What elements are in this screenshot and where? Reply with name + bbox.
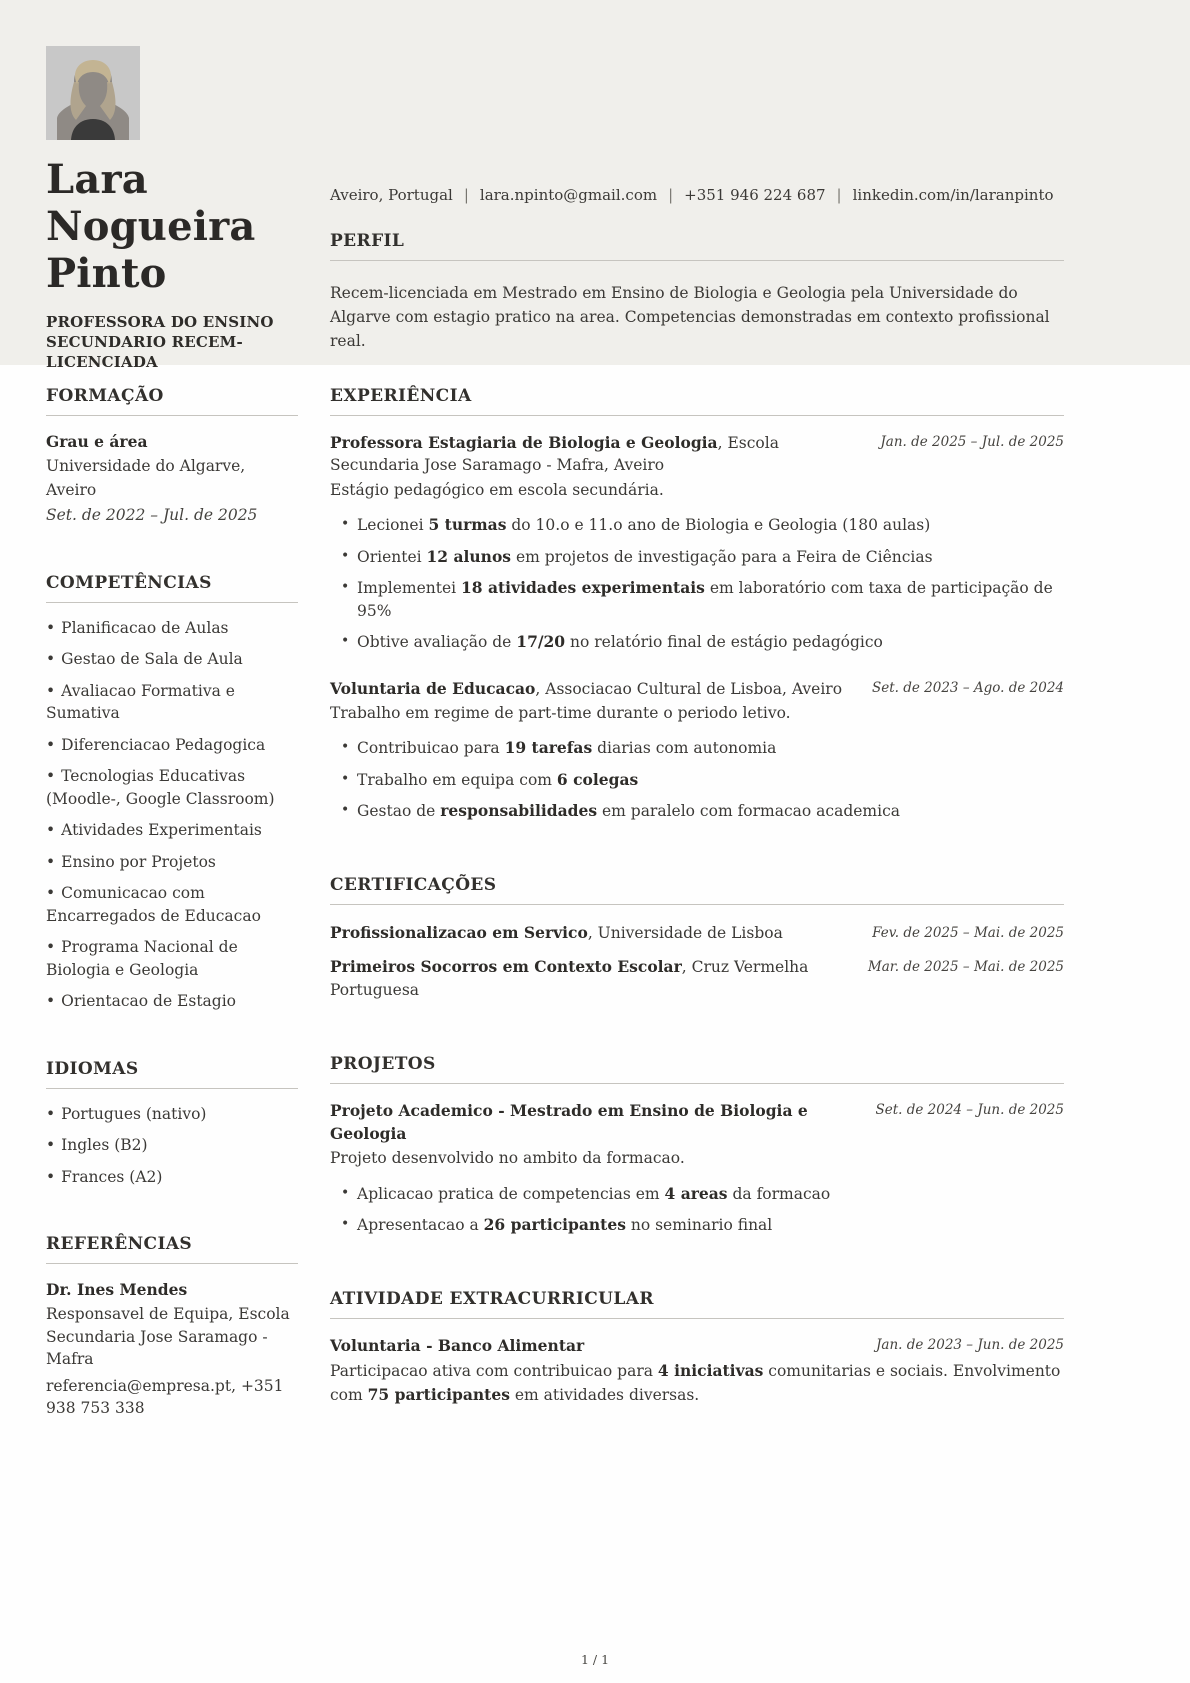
bullet-icon: • [341,579,350,596]
certificacoes-heading: CERTIFICAÇÕES [330,875,1064,905]
text-run: em atividades diversas. [509,1386,700,1405]
job-organization: , Associacao Cultural de Lisboa, Aveiro [535,679,843,698]
bullet-icon: • [46,767,56,786]
bullet-item [330,800,1064,822]
skill-item-label: Gestao de Sala de Aula [61,650,243,669]
bullet-icon: • [46,735,56,754]
bullet-icon: • [341,516,350,533]
atividade-heading: ATIVIDADE EXTRACURRICULAR [330,1289,1064,1319]
languages-list [46,1103,298,1188]
certification-title: Primeiros Socorros em Contexto Escolar [330,956,682,976]
job-titleline [330,678,872,700]
text-run: Orientei [357,547,427,566]
text-run: do 10.o e 11.o ano de Biologia e Geologia (180 aulas) [506,516,931,535]
bullet-icon: • [46,619,56,637]
highlight-metric: 6 colegas [556,769,639,789]
language-item [46,1166,298,1188]
bullet-icon: • [46,1104,56,1123]
contact-separator: | [668,186,674,204]
highlight-metric: 12 alunos [426,546,512,566]
activity-head [330,1335,1064,1357]
project-head [330,1100,1064,1145]
skill-item [46,819,298,841]
skill-item-label: Programa Nacional de Biologia e Geologia [46,938,238,979]
job [330,678,1064,823]
language-item [46,1134,298,1156]
certification-entries [330,921,1064,1003]
highlight-metric: 19 tarefas [504,738,593,758]
certification-row [330,921,1064,945]
certification-titleline [330,955,868,1003]
certification-titleline [330,921,872,945]
formacao-heading: FORMAÇÃO [46,386,298,416]
language-item [46,1103,298,1125]
text-run: comunitarias e sociais. Envolvimento com [330,1362,1061,1405]
skill-item-label: Comunicacao com Encarregados de Educacao [46,884,261,925]
text-run: em projetos de investigação para a Feira de Ciências [511,547,933,566]
projetos-heading: PROJETOS [330,1054,1064,1084]
header-summary-area [314,46,1064,365]
section-formacao [46,386,298,527]
candidate-headline: PROFESSORA DO ENSINO SECUNDARIO RECEM-LICENCIADA [46,312,274,372]
text-run: diarias com autonomia [592,739,777,758]
bullet-icon: • [341,1184,350,1201]
certification-dates: Mar. de 2025 – Mai. de 2025 [867,958,1064,975]
skill-item-label: Diferenciacao Pedagogica [61,735,266,754]
project-summary: Projeto desenvolvido no ambito da formacao. [330,1149,685,1168]
highlight-metric: 4 areas [664,1183,728,1203]
language-item-label: Portugues (nativo) [61,1104,207,1123]
text-run: Trabalho em equipa com [357,770,557,789]
bullet-icon: • [341,770,350,787]
activity-titleline [330,1335,876,1357]
contact-location: Aveiro, Portugal [330,186,453,204]
bullet-icon: • [341,739,350,756]
bullet-icon: • [341,1216,350,1233]
text-run: da formacao [727,1184,831,1203]
job-bullets [330,514,1064,653]
highlight-metric: 26 participantes [483,1215,626,1235]
portrait-silhouette-icon [46,46,140,140]
candidate-name: Lara Nogueira Pinto [46,156,256,298]
job-title: Professora Estagiaria de Biologia e Geologia [330,433,718,452]
certification-issuer: , Universidade de Lisboa [587,923,783,942]
contact-email[interactable]: lara.npinto@gmail.com [479,186,658,204]
project [330,1100,1064,1236]
skills-list [46,617,298,1013]
activity-description [330,1359,1064,1408]
job-summary: Estágio pedagógico em escola secundária. [330,480,664,499]
main-body [0,365,1190,1420]
section-projetos [330,1054,1064,1236]
referencias-heading: REFERÊNCIAS [46,1234,298,1264]
bullet-item [330,546,1064,568]
certification-row [330,955,1064,1003]
reference-role: Responsavel de Equipa, Escola Secundaria Jose Saramago - Mafra [46,1305,290,1369]
section-idiomas [46,1059,298,1188]
text-run: Implementei [357,579,462,598]
idiomas-heading: IDIOMAS [46,1059,298,1089]
degree-name: Grau e área [46,432,148,451]
skill-item-label: Atividades Experimentais [61,821,262,840]
text-run: Contribuicao para [357,739,505,758]
text-run: no relatório final de estágio pedagógico [565,633,883,652]
project-title: Projeto Academico - Mestrado em Ensino de Biologia e Geologia [330,1101,808,1143]
contact-line [330,186,1064,204]
skill-item-label: Ensino por Projetos [61,852,216,871]
section-certificacoes [330,875,1064,1003]
bullet-item [330,769,1064,791]
bullet-icon: • [46,992,56,1011]
skill-item [46,851,298,873]
bullet-item [330,514,1064,536]
skill-item-label: Orientacao de Estagio [61,992,237,1011]
skill-item [46,734,298,756]
text-run: Gestao de [357,802,441,821]
section-referencias [46,1234,298,1420]
job-head [330,432,1064,477]
skill-item-label: Tecnologias Educativas (Moodle-, Google Classroom) [46,767,275,808]
bullet-icon: • [341,633,350,650]
job-dates: Jan. de 2025 – Jul. de 2025 [880,434,1064,450]
bullet-icon: • [46,650,56,669]
text-run: em laboratório com taxa de participação de 95% [357,579,1053,620]
bullet-item [330,737,1064,759]
contact-linkedin[interactable]: linkedin.com/in/laranpinto [852,186,1054,204]
contact-phone: +351 946 224 687 [684,186,826,204]
certification-title: Profissionalizacao em Servico [330,922,588,942]
highlight-metric: 18 atividades experimentais [461,578,705,598]
job-dates: Set. de 2023 – Ago. de 2024 [872,679,1064,696]
section-perfil [330,231,1064,353]
header-identity [46,46,314,372]
degree-dates: Set. de 2022 – Jul. de 2025 [46,505,258,524]
job-organization: , Escola Secundaria Jose Saramago - Mafra, Aveiro [330,434,779,475]
skill-item [46,936,298,981]
bullet-item [330,1183,1064,1205]
reference-contact: referencia@empresa.pt, +351 938 753 338 [46,1376,284,1418]
bullet-icon: • [341,802,350,819]
contact-separator: | [463,186,469,204]
profile-photo [46,46,140,140]
page-number: 1 / 1 [580,1652,610,1667]
text-run: Apresentacao a [357,1216,484,1235]
bullet-item [330,577,1064,622]
bullet-icon: • [46,852,56,871]
highlight-metric: 5 turmas [428,515,507,535]
section-atividade [330,1289,1064,1408]
skill-item [46,990,298,1012]
header [0,0,1190,372]
section-experiencia [330,386,1064,823]
project-bullets [330,1183,1064,1237]
perfil-heading: PERFIL [330,231,1064,261]
job-titleline [330,432,880,477]
skill-item [46,648,298,670]
project-entries [330,1100,1064,1236]
left-column [46,386,298,1420]
skill-item [46,617,298,639]
bullet-icon: • [46,1136,56,1155]
text-run: Aplicacao pratica de competencias em [357,1184,665,1203]
text-run: Obtive avaliação de [357,633,517,652]
reference-name: Dr. Ines Mendes [46,1279,188,1299]
text-run: no seminario final [625,1216,773,1235]
language-item-label: Ingles (B2) [61,1136,148,1155]
activity [330,1335,1064,1408]
job-head [330,678,1064,700]
section-competencias [46,573,298,1013]
job [330,432,1064,654]
bullet-icon: • [46,681,56,700]
bullet-icon: • [341,547,350,564]
certification-issuer: , Cruz Vermelha Portuguesa [330,957,809,1000]
right-column [298,386,1064,1420]
skill-item-label: Avaliacao Formativa e Sumativa [46,681,235,723]
degree-institution: Universidade do Algarve, Aveiro [46,457,246,499]
experiencia-heading: EXPERIÊNCIA [330,386,1064,416]
perfil-text: Recem-licenciada em Mestrado em Ensino de Biologia e Geologia pela Universidade do Algarve com estagio pratico na area. Competencias demonstradas em contexto profissional real. [330,284,1050,351]
certification-dates: Fev. de 2025 – Mai. de 2025 [872,924,1064,941]
text-run: Participacao ativa com contribuicao para [330,1362,658,1380]
activity-entries [330,1335,1064,1408]
bullet-icon: • [46,884,56,903]
bullet-icon: • [46,1167,56,1186]
highlight-metric: 75 participantes [367,1385,510,1405]
skill-item [46,765,298,810]
skill-item [46,882,298,927]
project-titleline [330,1100,875,1145]
highlight-metric: 4 iniciativas [657,1361,764,1380]
highlight-metric: responsabilidades [440,801,598,821]
activity-title: Voluntaria - Banco Alimentar [330,1335,585,1355]
activity-dates: Jan. de 2023 – Jun. de 2025 [875,1336,1064,1353]
bullet-item [330,631,1064,653]
bullet-item [330,1214,1064,1236]
project-dates: Set. de 2024 – Jun. de 2025 [875,1102,1064,1119]
experience-entries [330,432,1064,823]
skill-item [46,680,298,725]
text-run: Lecionei [357,516,429,535]
skill-item-label: Planificacao de Aulas [61,619,229,637]
language-item-label: Frances (A2) [61,1167,163,1186]
job-title: Voluntaria de Educacao [330,678,536,698]
highlight-metric: 17/20 [516,632,566,652]
bullet-icon: • [46,938,56,957]
contact-separator: | [836,186,842,204]
competencias-heading: COMPETÊNCIAS [46,573,298,603]
text-run: em paralelo com formacao academica [597,802,901,821]
job-summary: Trabalho em regime de part-time durante o periodo letivo. [330,704,791,722]
job-bullets [330,737,1064,822]
bullet-icon: • [46,821,56,840]
